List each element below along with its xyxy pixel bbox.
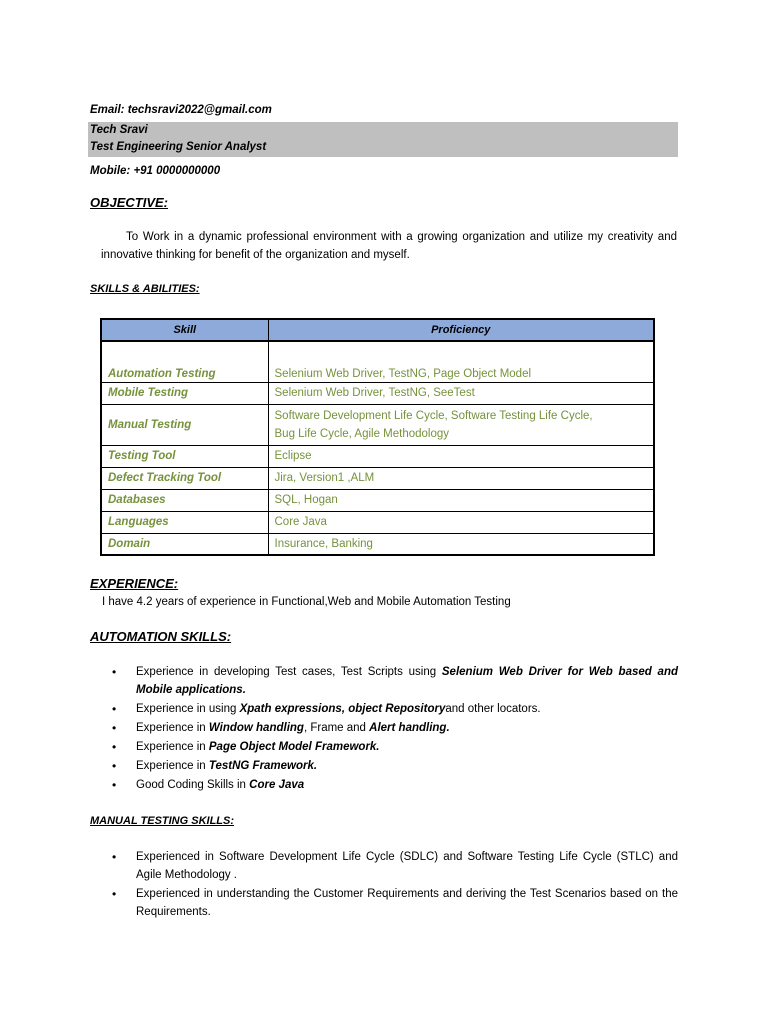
experience-heading: EXPERIENCE: — [90, 576, 179, 591]
mobile: Mobile: +91 0000000000 — [90, 165, 221, 177]
manual-list — [90, 848, 678, 922]
list-item: • Experience in Page Object Model Framework. — [112, 740, 380, 754]
col-proficiency: Proficiency — [268, 319, 654, 341]
list-item: • Experienced in understanding the Customer Requirements and deriving the Test Scenarios based on the Requirements. — [112, 887, 678, 918]
candidate-name: Tech Sravi — [90, 124, 148, 136]
table-row — [101, 341, 654, 382]
table-row — [101, 489, 654, 511]
list-item: • Experience in Window handling, Frame and Alert handling. — [112, 721, 450, 735]
table-row — [101, 382, 654, 404]
col-skill: Skill — [101, 319, 268, 341]
table-row — [101, 511, 654, 533]
skill-cell: Languages — [101, 511, 268, 533]
manual-heading: MANUAL TESTING SKILLS: — [90, 815, 235, 827]
skill-cell: Mobile Testing — [101, 382, 268, 404]
proficiency-cell: Jira, Version1 ,ALM — [268, 467, 654, 489]
bullet-icon: • — [112, 721, 117, 735]
skill-cell: Manual Testing — [101, 404, 268, 445]
objective-heading: OBJECTIVE: — [90, 195, 169, 210]
list-item: • Experienced in Software Development Life Cycle (SDLC) and Software Testing Life Cycle (STLC) and Agile Methodology . — [112, 850, 678, 881]
table-row — [101, 467, 654, 489]
candidate-title: Test Engineering Senior Analyst — [90, 141, 267, 153]
name-bar — [88, 122, 678, 157]
skill-cell: Defect Tracking Tool — [101, 467, 268, 489]
bullet-icon: • — [112, 665, 117, 679]
skill-cell: Automation Testing — [101, 341, 268, 382]
experience-text: I have 4.2 years of experience in Functional,Web and Mobile Automation Testing — [102, 596, 511, 608]
skill-cell: Domain — [101, 533, 268, 555]
bullet-icon: • — [112, 740, 117, 754]
automation-heading: AUTOMATION SKILLS: — [90, 629, 232, 644]
table-row — [101, 445, 654, 467]
bullet-icon: • — [112, 759, 117, 773]
table-row — [101, 533, 654, 555]
email: Email: techsravi2022@gmail.com — [90, 104, 272, 116]
list-item: • Experience in developing Test cases, Test Scripts using Selenium Web Driver for Web based and Mobile applications. — [112, 665, 678, 696]
table-row — [101, 404, 654, 445]
skills-table — [100, 318, 655, 556]
automation-list — [90, 663, 678, 795]
bullet-icon: • — [112, 887, 117, 901]
bullet-icon: • — [112, 850, 117, 864]
proficiency-cell: Eclipse — [268, 445, 654, 467]
list-item: • Good Coding Skills in Core Java — [112, 778, 305, 792]
proficiency-cell: Selenium Web Driver, TestNG, SeeTest — [268, 382, 654, 404]
skill-cell: Databases — [101, 489, 268, 511]
bullet-icon: • — [112, 702, 117, 716]
list-item: • Experience in using Xpath expressions, object Repositoryand other locators. — [112, 702, 541, 716]
proficiency-cell: Insurance, Banking — [268, 533, 654, 555]
proficiency-cell: Selenium Web Driver, TestNG, Page Object Model — [268, 341, 654, 382]
skill-cell: Testing Tool — [101, 445, 268, 467]
proficiency-line: Bug Life Cycle, Agile Methodology — [274, 427, 450, 440]
proficiency-cell: Core Java — [268, 511, 654, 533]
bullet-icon: • — [112, 778, 117, 792]
list-item: • Experience in TestNG Framework. — [112, 759, 318, 773]
proficiency-cell — [268, 404, 654, 445]
proficiency-line: Software Development Life Cycle, Software Testing Life Cycle, — [274, 409, 593, 422]
proficiency-cell: SQL, Hogan — [268, 489, 654, 511]
skills-heading: SKILLS & ABILITIES: — [90, 283, 200, 295]
skills-table-header — [101, 319, 654, 341]
objective-text: To Work in a dynamic professional environment with a growing organization and utilize my creativity and innovative thinking for benefit of the organization and myself. — [101, 231, 677, 261]
